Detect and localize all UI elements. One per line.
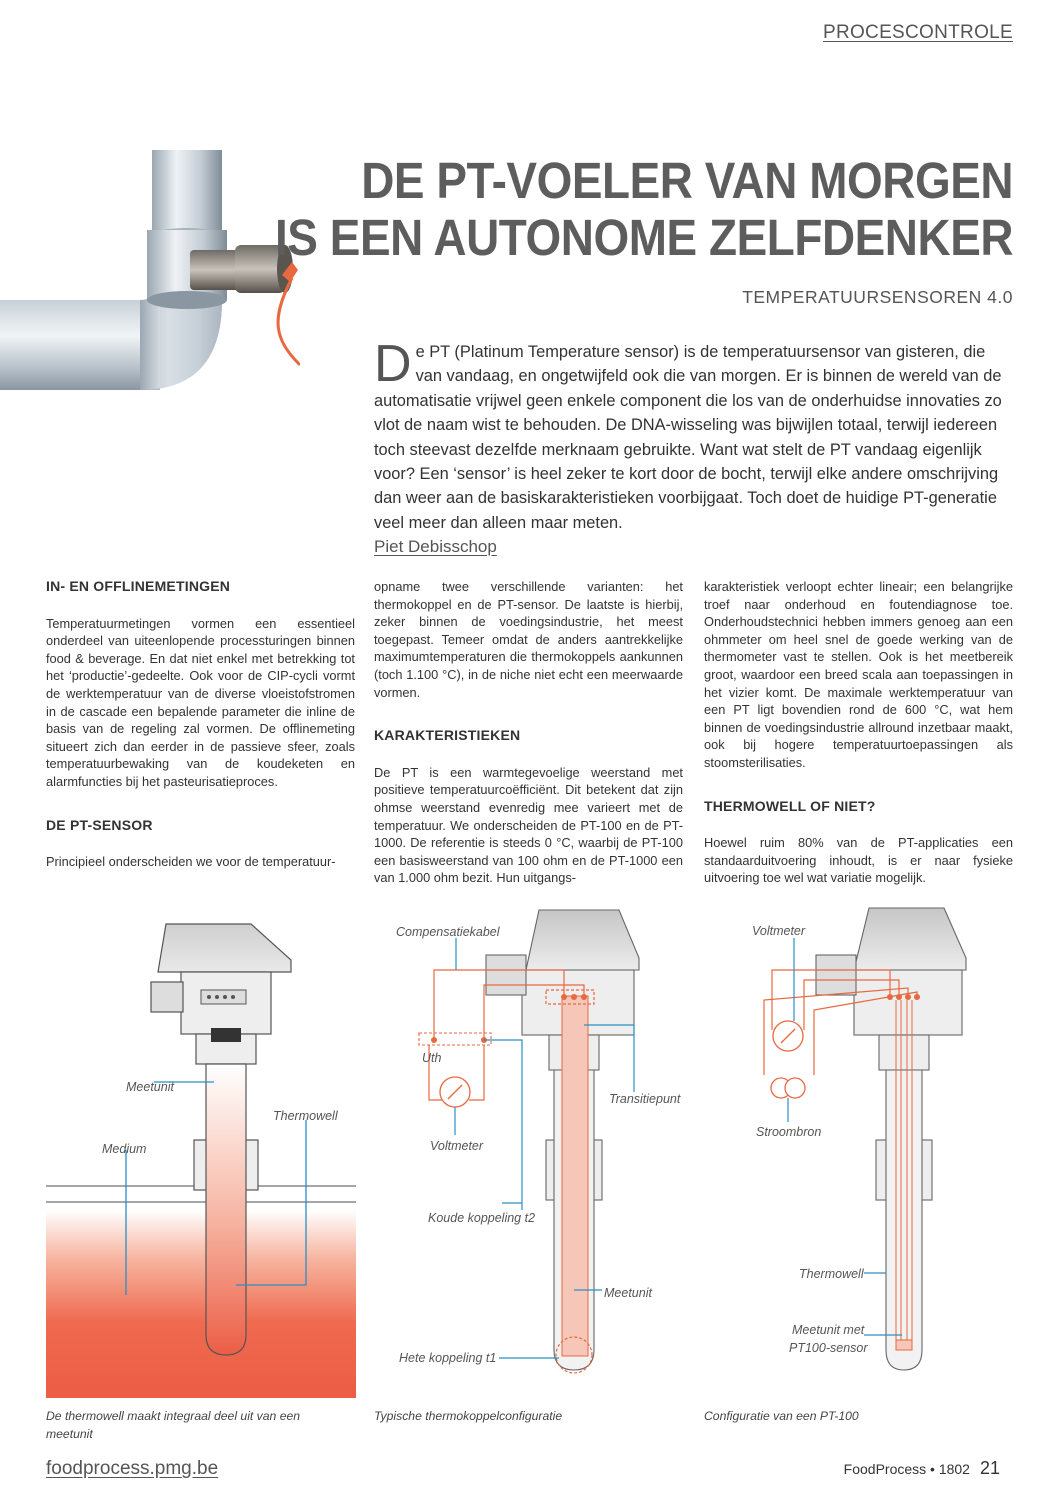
article-subtitle: TEMPERATUURSENSOREN 4.0 (742, 287, 1013, 307)
label-meetunit: Meetunit (604, 1286, 652, 1300)
label-hete-koppeling: Hete koppeling t1 (399, 1351, 497, 1365)
heading-thermowell: THERMOWELL OF NIET? (704, 797, 876, 814)
paragraph: Temperatuurmetingen vormen een essentieel onderdeel van uiteenlopende processturingen binnen food & beverage. En dat niet enkel met betrekking tot het ‘productie’-gedeelte. Ook voor de CIP-cycli vormt de werktemperatuur van de diverse vloeistofstromen in de cascade een bepalende parameter die inline de basis van de regeling zal vormen. De offlinemeting situeert zich dan eerder in de passieve sfeer, zoals temperatuurbewaking van de koudeketen en alarmfuncties bij het pasteurisatieproces. (46, 615, 355, 789)
caption-figure-2: Typische thermokoppelconfiguratie (374, 1409, 563, 1423)
section-tag[interactable]: PROCESCONTROLE (822, 22, 1013, 43)
label-thermowell: Thermowell (799, 1267, 864, 1281)
paragraph: karakteristiek verloopt echter lineair; een belangrijke troef naar onderhoud en foutendiagnose toe. Onderhoudstechnici hebben immers genoeg aan een ohmmeter om heel snel de goede werking van de thermometer vast te stellen. Ook is het meetbereik groot, waardoor een breed scala aan toepassingen in het vizier komt. De maximale werktemperatuur van een PT ligt bovendien rond de 600 °C, wat hem binnen de voedingsindustrie allround inzetbaar maakt, ook bij hogere temperatuurtoepassingen als stoomsterilisaties. (704, 579, 1013, 770)
drop-cap: D (374, 335, 412, 393)
caption-figure-3: Configuratie van een PT-100 (704, 1409, 859, 1423)
body-column-3 (704, 578, 1013, 887)
label-meetunit: Meetunit (126, 1080, 174, 1094)
paragraph: De PT is een warmtegevoelige weerstand met positieve temperatuurcoëfficiënt. Dit betekent dat zijn ohmse weerstand evenredig mee varieert met de temperatuur. We onderscheiden de PT-100 en de PT-1000. De referentie is steeds 0 °C, waarbij de PT-100 een basisweerstand van 100 ohm en de PT-1000 een van 1.000 ohm bezit. Hun uitgangs- (374, 764, 683, 886)
lead-text: e PT (Platinum Temperature sensor) is de temperatuursensor van gisteren, die van vandaag, en ongetwijfeld ook die van morgen. Er is binnen de wereld van de automatisatie vrijwel geen enkele component die los van de onderhuidse innovaties zo vlot de naam wist te behouden. De DNA-wisseling was bijwijlen totaal, terwijl iedereen toch steevast dezelfde merknaam gebruikte. Want wat stelt de PT vandaag eigenlijk voor? Een ‘sensor’ is heel zeker te kort door de bocht, terwijl elke andere omschrijving dan weer aan de basiskarakteristieken voorbijgaat. Toch doet de huidige PT-generatie veel meer dan alleen maar meten. (374, 343, 1002, 532)
label-meetunit-line2: PT100-sensor (789, 1341, 868, 1355)
figure-pt100-diagram (704, 900, 1014, 1400)
body-column-2 (374, 578, 683, 887)
lead-paragraph (374, 335, 1014, 535)
figure-thermowell-diagram (46, 910, 356, 1400)
heading-karakteristieken: KARAKTERISTIEKEN (374, 727, 521, 744)
heading-pt-sensor: DE PT-SENSOR (46, 816, 153, 833)
label-voltmeter: Voltmeter (752, 924, 806, 938)
body-column-1 (46, 578, 355, 871)
label-compensatiekabel: Compensatiekabel (396, 925, 500, 939)
label-stroombron: Stroombron (756, 1125, 822, 1139)
title-line-1: DE PT-VOELER VAN MORGEN (361, 152, 1014, 209)
website-link[interactable]: foodprocess.pmg.be (46, 1458, 219, 1479)
article-title (275, 152, 1013, 266)
figure-thermokoppel-diagram (374, 900, 694, 1400)
paragraph: Principieel onderscheiden we voor de temperatuur- (46, 854, 336, 870)
author-link[interactable]: Piet Debisschop (374, 537, 497, 556)
heading-in-offline: IN- EN OFFLINEMETINGEN (46, 578, 231, 594)
footer-issue (844, 1458, 1000, 1479)
pipe-illustration (0, 150, 300, 420)
label-thermowell: Thermowell (273, 1109, 338, 1123)
paragraph: Hoewel ruim 80% van de PT-applicaties een standaarduitvoering inhoudt, is er naar fysieke uitvoering toe wel wat variatie mogelijk. (704, 835, 1013, 886)
label-voltmeter: Voltmeter (430, 1139, 484, 1153)
label-transitiepunt: Transitiepunt (609, 1092, 681, 1106)
label-koude-koppeling: Koude koppeling t2 (428, 1211, 536, 1225)
label-medium: Medium (102, 1142, 147, 1156)
label-meetunit-line1: Meetunit met (792, 1323, 865, 1337)
paragraph: opname twee verschillende varianten: het thermokoppel en de PT-sensor. De laatste is hierbij, zeker binnen de voedingsindustrie, het meest toegepast. Temeer omdat de anders aantrekkelijke maximumtemperaturen die thermokoppels aankunnen (toch 1.100 °C), in de niche niet echt een meerwaarde vormen. (374, 579, 683, 700)
issue-label: FoodProcess • 1802 (843, 1461, 970, 1477)
page-number: 21 (979, 1458, 1000, 1478)
caption-figure-1: De thermowell maakt integraal deel uit van een meetunit (46, 1409, 301, 1441)
title-line-2: IS EEN AUTONOME ZELFDENKER (274, 209, 1013, 266)
label-uth: Uth (422, 1051, 442, 1065)
